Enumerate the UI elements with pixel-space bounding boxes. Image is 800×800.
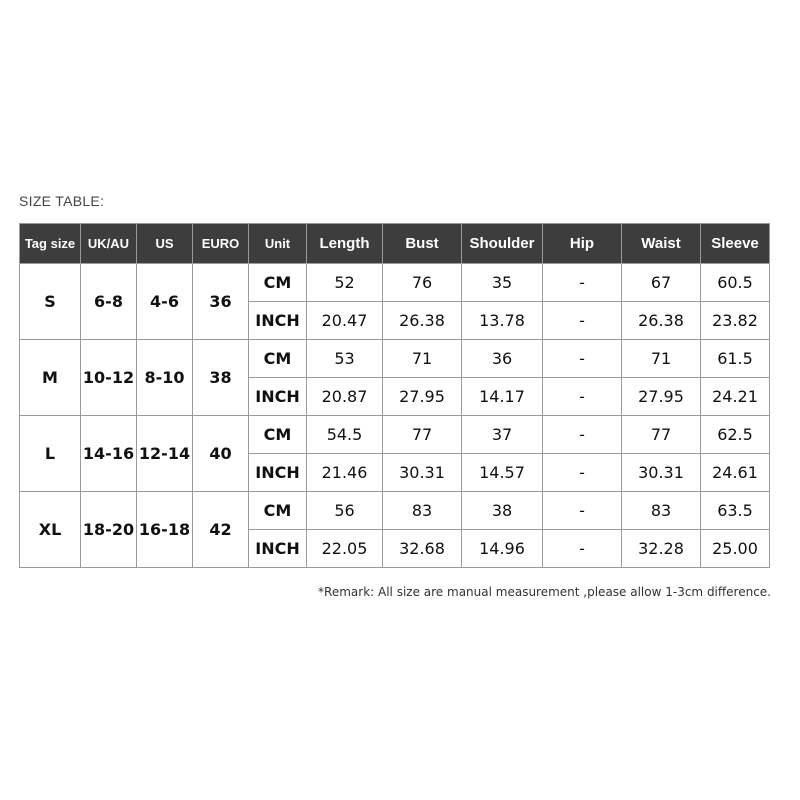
unit-cell: CM	[249, 340, 307, 378]
length-cell: 53	[307, 340, 383, 378]
uk-au-cell: 14-16	[81, 416, 137, 492]
table-title: SIZE TABLE:	[19, 193, 105, 209]
header-waist: Waist	[622, 224, 701, 264]
length-cell: 54.5	[307, 416, 383, 454]
table-row	[20, 416, 770, 454]
header-shoulder: Shoulder	[462, 224, 543, 264]
sleeve-cell: 61.5	[701, 340, 770, 378]
shoulder-cell: 35	[462, 264, 543, 302]
us-cell: 12-14	[137, 416, 193, 492]
bust-cell: 83	[383, 492, 462, 530]
bust-cell: 32.68	[383, 530, 462, 568]
header-unit: Unit	[249, 224, 307, 264]
tag-size-cell: M	[20, 340, 81, 416]
table-row	[20, 340, 770, 378]
euro-cell: 42	[193, 492, 249, 568]
bust-cell: 26.38	[383, 302, 462, 340]
remark-note: *Remark: All size are manual measurement ,please allow 1-3cm difference.	[318, 585, 771, 599]
tag-size-cell: S	[20, 264, 81, 340]
hip-cell: -	[543, 492, 622, 530]
euro-cell: 40	[193, 416, 249, 492]
header-length: Length	[307, 224, 383, 264]
waist-cell: 30.31	[622, 454, 701, 492]
header-tag-size: Tag size	[20, 224, 81, 264]
hip-cell: -	[543, 454, 622, 492]
length-cell: 21.46	[307, 454, 383, 492]
waist-cell: 71	[622, 340, 701, 378]
waist-cell: 26.38	[622, 302, 701, 340]
unit-cell: INCH	[249, 378, 307, 416]
us-cell: 4-6	[137, 264, 193, 340]
table-row	[20, 264, 770, 302]
header-uk-au: UK/AU	[81, 224, 137, 264]
hip-cell: -	[543, 340, 622, 378]
header-us: US	[137, 224, 193, 264]
shoulder-cell: 13.78	[462, 302, 543, 340]
header-sleeve: Sleeve	[701, 224, 770, 264]
sleeve-cell: 62.5	[701, 416, 770, 454]
shoulder-cell: 38	[462, 492, 543, 530]
waist-cell: 27.95	[622, 378, 701, 416]
header-hip: Hip	[543, 224, 622, 264]
uk-au-cell: 6-8	[81, 264, 137, 340]
sleeve-cell: 23.82	[701, 302, 770, 340]
sleeve-cell: 60.5	[701, 264, 770, 302]
shoulder-cell: 36	[462, 340, 543, 378]
hip-cell: -	[543, 530, 622, 568]
hip-cell: -	[543, 264, 622, 302]
us-cell: 8-10	[137, 340, 193, 416]
bust-cell: 27.95	[383, 378, 462, 416]
length-cell: 20.47	[307, 302, 383, 340]
waist-cell: 77	[622, 416, 701, 454]
euro-cell: 36	[193, 264, 249, 340]
length-cell: 56	[307, 492, 383, 530]
unit-cell: CM	[249, 264, 307, 302]
unit-cell: INCH	[249, 454, 307, 492]
sleeve-cell: 24.61	[701, 454, 770, 492]
sleeve-cell: 25.00	[701, 530, 770, 568]
shoulder-cell: 14.17	[462, 378, 543, 416]
unit-cell: INCH	[249, 302, 307, 340]
sleeve-cell: 63.5	[701, 492, 770, 530]
bust-cell: 30.31	[383, 454, 462, 492]
hip-cell: -	[543, 378, 622, 416]
hip-cell: -	[543, 416, 622, 454]
length-cell: 52	[307, 264, 383, 302]
header-bust: Bust	[383, 224, 462, 264]
bust-cell: 77	[383, 416, 462, 454]
waist-cell: 83	[622, 492, 701, 530]
unit-cell: CM	[249, 416, 307, 454]
waist-cell: 67	[622, 264, 701, 302]
shoulder-cell: 14.57	[462, 454, 543, 492]
shoulder-cell: 14.96	[462, 530, 543, 568]
unit-cell: CM	[249, 492, 307, 530]
unit-cell: INCH	[249, 530, 307, 568]
bust-cell: 71	[383, 340, 462, 378]
sleeve-cell: 24.21	[701, 378, 770, 416]
uk-au-cell: 18-20	[81, 492, 137, 568]
table-row	[20, 492, 770, 530]
hip-cell: -	[543, 302, 622, 340]
euro-cell: 38	[193, 340, 249, 416]
us-cell: 16-18	[137, 492, 193, 568]
waist-cell: 32.28	[622, 530, 701, 568]
uk-au-cell: 10-12	[81, 340, 137, 416]
tag-size-cell: XL	[20, 492, 81, 568]
shoulder-cell: 37	[462, 416, 543, 454]
header-row	[20, 224, 770, 264]
length-cell: 20.87	[307, 378, 383, 416]
header-euro: EURO	[193, 224, 249, 264]
length-cell: 22.05	[307, 530, 383, 568]
bust-cell: 76	[383, 264, 462, 302]
size-table	[19, 223, 770, 568]
tag-size-cell: L	[20, 416, 81, 492]
